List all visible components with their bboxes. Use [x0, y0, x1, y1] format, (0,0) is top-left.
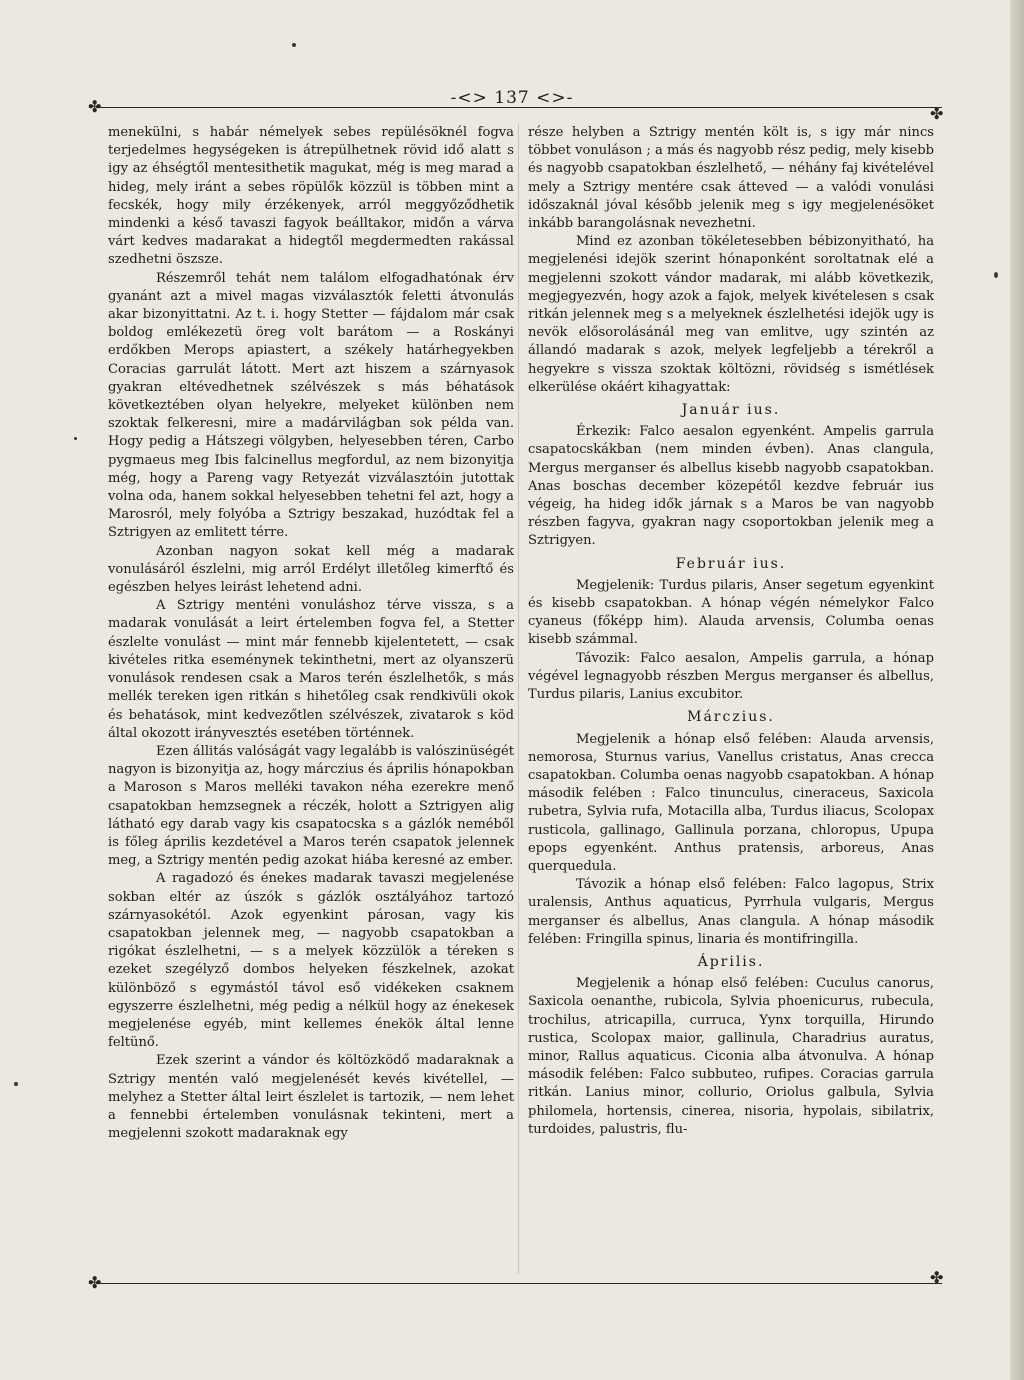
paragraph: Mind ez azonban tökéletesebben bébizonyitható, ha megjelenési idejök szerint hónaponként soroltatnak elé a megjelenni szokott vándor madarak, mi alább következik, megjegyezvén, hogy azok a fajok, melyek kivételesen s csak ritkán jelennek meg s a melyeknek észlelhetési idejök ugy is nevök elősorolásánál meg van emlitve, ugy szintén az állandó madarak s azok, melyek legfeljebb a térekről a hegyekre s vissza szoktak költözni, rövidség s ismétlések elkerülése okáért kihagyattak:: [528, 234, 934, 395]
paragraph: Megjelenik a hónap első felében: Cuculus canorus, Saxicola oenanthe, rubicola, Sylvia phoenicurus, rubecula, trochilus, atricapilla, curruca, Yynx torquilla, Hirundo rustica, Scolopax maior, gallinula, Charadrius auratus, minor, Rallus aquaticus. Ciconia alba átvonulva. A hónap második felében: Falco subbuteo, rufipes. Coracias garrula ritkán. Lanius minor, collurio, Oriolus galbula, Sylvia philomela, hortensis, cinerea, nisoria, hypolais, sibilatrix, turdoides, palustris, flu-: [528, 976, 934, 1137]
paragraph: Távozik: Falco aesalon, Ampelis garrula, a hónap végével legnagyobb részben Mergus merganser és albellus, Turdus pilaris, Lanius excubitor.: [528, 650, 934, 703]
paragraph: Megjelenik: Turdus pilaris, Anser segetum egyenkint és kisebb csapatokban. A hónap végén némelykor Falco cyaneus (főképp him). Alauda arvensis, Columba oenas kisebb számmal.: [528, 577, 934, 648]
section-heading-aprilis: Április.: [697, 953, 765, 970]
column-divider: [518, 124, 519, 1274]
paragraph: A ragadozó és énekes madarak tavaszi megjelenése sokban eltér az úszók s gázlók osztályához tartozó szárnyasokétól. Azok egyenkint párosan, vagy kis csapatokban jelennek meg, — nagyobb csapatokban a rigókat észlelhetni, — s a melyek közzülök a téreken s ezeket szegélyző dombos helyeken fészkelnek, azokat különböző s egymástól távol eső vidékeken csaknem egyszerre észlelhetni, még pedig a nélkül hogy az énekesek megjelenése egyéb, mint kellemes énekök által lenne feltünő.: [108, 871, 514, 1051]
ink-speck: [74, 437, 77, 440]
page-number: -<> 137 <>-: [450, 88, 574, 108]
ink-speck: [994, 272, 998, 278]
paragraph: Távozik a hónap első felében: Falco lagopus, Strix uralensis, Anthus aquaticus, Pyrrhula vulgaris, Mergus merganser és albellus, Anas clangula. A hónap második felében: Fringilla spinus, linaria és montifringilla.: [528, 877, 934, 947]
paragraph: Érkezik: Falco aesalon egyenként. Ampelis garrula csapatocskákban (nem minden évben). Anas clangula, Mergus merganser és albellus kisebb nagyobb csapatokban. Anas boschas december közepétől kezdve február ius végeig, ha hideg idők járnak s a Maros be van nagyobb részben fagyva, gyakran nagy csoportokban jelenik meg a Sztrigyen.: [528, 424, 934, 549]
top-rule: [96, 107, 942, 108]
paragraph: A Sztrigy menténi vonuláshoz térve vissza, s a madarak vonulását a leirt értelemben fogva fel, a Stetter észlelte vonulást — mint már fennebb kijelentetett, — csak kivételes ritka eseménynek tekinthetni, mert az olyanszerü vonulások rendesen csak a Maros terén észlelhetők, s más mellék tereken igen ritkán s hihetőleg csak rendkivüli okok és behatások, mint kedvezőtlen szélvészek, zivatarok s köd által okozott irányvesztés esetében történnek.: [108, 598, 514, 741]
section-heading-januarius: Január ius.: [681, 402, 781, 419]
ornament-bottom-left-icon: ✤: [88, 1273, 102, 1292]
section-heading-februarius: Február ius.: [675, 555, 787, 572]
ornament-bottom-right-icon: ✤: [930, 1268, 944, 1287]
paragraph: Megjelenik a hónap első felében: Alauda arvensis, nemorosa, Sturnus varius, Vanellus cristatus, Anas crecca csapatokban. Columba oenas nagyobb csapatokban. A hónap második felében : Falco tinunculus, cineraceus, Saxicola rubetra, Sylvia rufa, Motacilla alba, Turdus iliacus, Scolopax rusticola, gallinago, Gallinula porzana, chloropus, Upupa epops egyenként. Anthus pratensis, arboreus, Anas querquedula.: [528, 731, 934, 874]
ornament-top-left-icon: ✤: [88, 97, 102, 116]
section-heading-marczius: Márczius.: [687, 709, 775, 726]
page-edge: [1010, 0, 1024, 1380]
paragraph: része helyben a Sztrigy mentén költ is, s igy már nincs többet vonuláson ; a más és nagyobb rész pedig, mely kisebb és nagyobb csapatokban észlelhető, — néhány faj kivételével mely a Sztrigy mentére csak átteved — a valódi vonulási időszaknál jóval később jelenik meg s igy megjelenésöket inkább barangolásnak nevezhetni.: [528, 125, 934, 232]
ink-speck: [14, 1082, 18, 1086]
paragraph: Ezek szerint a vándor és költözködő madaraknak a Sztrigy mentén való megjelenését kevés kivétellel, — melyhez a Stetter által leirt észlelet is tartozik, — nem lehet a fennebbi értelemben vonulásnak tekinteni, mert a megjelenni szokott madaraknak egy: [108, 1053, 514, 1142]
right-column: [528, 124, 934, 1139]
paragraph: Részemről tehát nem találom elfogadhatónak érv gyanánt azt a mivel magas vizválasztók feletti átvonulás akar bizonyittatni. Az t. i. hogy Stetter — fájdalom már csak boldog emlékezetü öreg volt barátom — a Roskányi erdőkben Merops apiastert, a székely határhegyekben Coracias garrulát látott. Mert azt hiszem a szárnyasok gyakran eltévedhetnek szélvészek s más béhatások következtében olyan helyekre, melyeket különben nem szoktak felkeresni, mire a madárvilágban sok példa van. Hogy pedig a Hátszegi völgyben, helyesebben téren, Carbo pygmaeus meg Ibis falcinellus megfordul, az nem bizonyitja még, hogy a Pareng vagy Retyezát vizválasztóin jutottak volna oda, hanem sokkal helyesebben tehetni fel azt, hogy a Marosról, mely folyóba a Sztrigy beszakad, huzódtak fel a Sztrigyen az emlitett térre.: [108, 270, 514, 541]
paragraph: Azonban nagyon sokat kell még a madarak vonulásáról észlelni, mig arról Erdélyt illetőleg kimerftő és egészben helyes leirást lehetend adni.: [108, 543, 514, 596]
left-column: [108, 124, 514, 1143]
paragraph: menekülni, s habár némelyek sebes repülésöknél fogva terjedelmes hegységeken is átrepülhetnek rövid idő alatt s igy az éhségtől mentesithetik magukat, még is meg marad a hideg, mely iránt a sebes röpülők közzül is többen mint a fecskék, hogy mily érzékenyek, arról meggyőződhetik mindenki a késő tavaszi fagyok beálltakor, midőn a várva várt kedves madarakat a hidegtől megdermedten rakással szedhetni öszsze.: [108, 125, 514, 268]
ink-speck: [292, 43, 296, 47]
bottom-rule: [96, 1283, 942, 1284]
ornament-top-right-icon: ✤: [930, 104, 944, 123]
paragraph: Ezen állitás valóságát vagy legalább is valószinüségét nagyon is bizonyitja az, hogy márczius és április hónapokban a Maroson s Maros melléki tavakon néha ezerekre menő csapatokban hemzsegnek a réczék, holott a Sztrigyen alig látható egy darab vagy kis csapatocska s a gázlók neméből is főleg április kezdetével a Maros terén csapatok jelennek meg, a Sztrigy mentén pedig azokat hiába keresné az ember.: [108, 743, 514, 869]
